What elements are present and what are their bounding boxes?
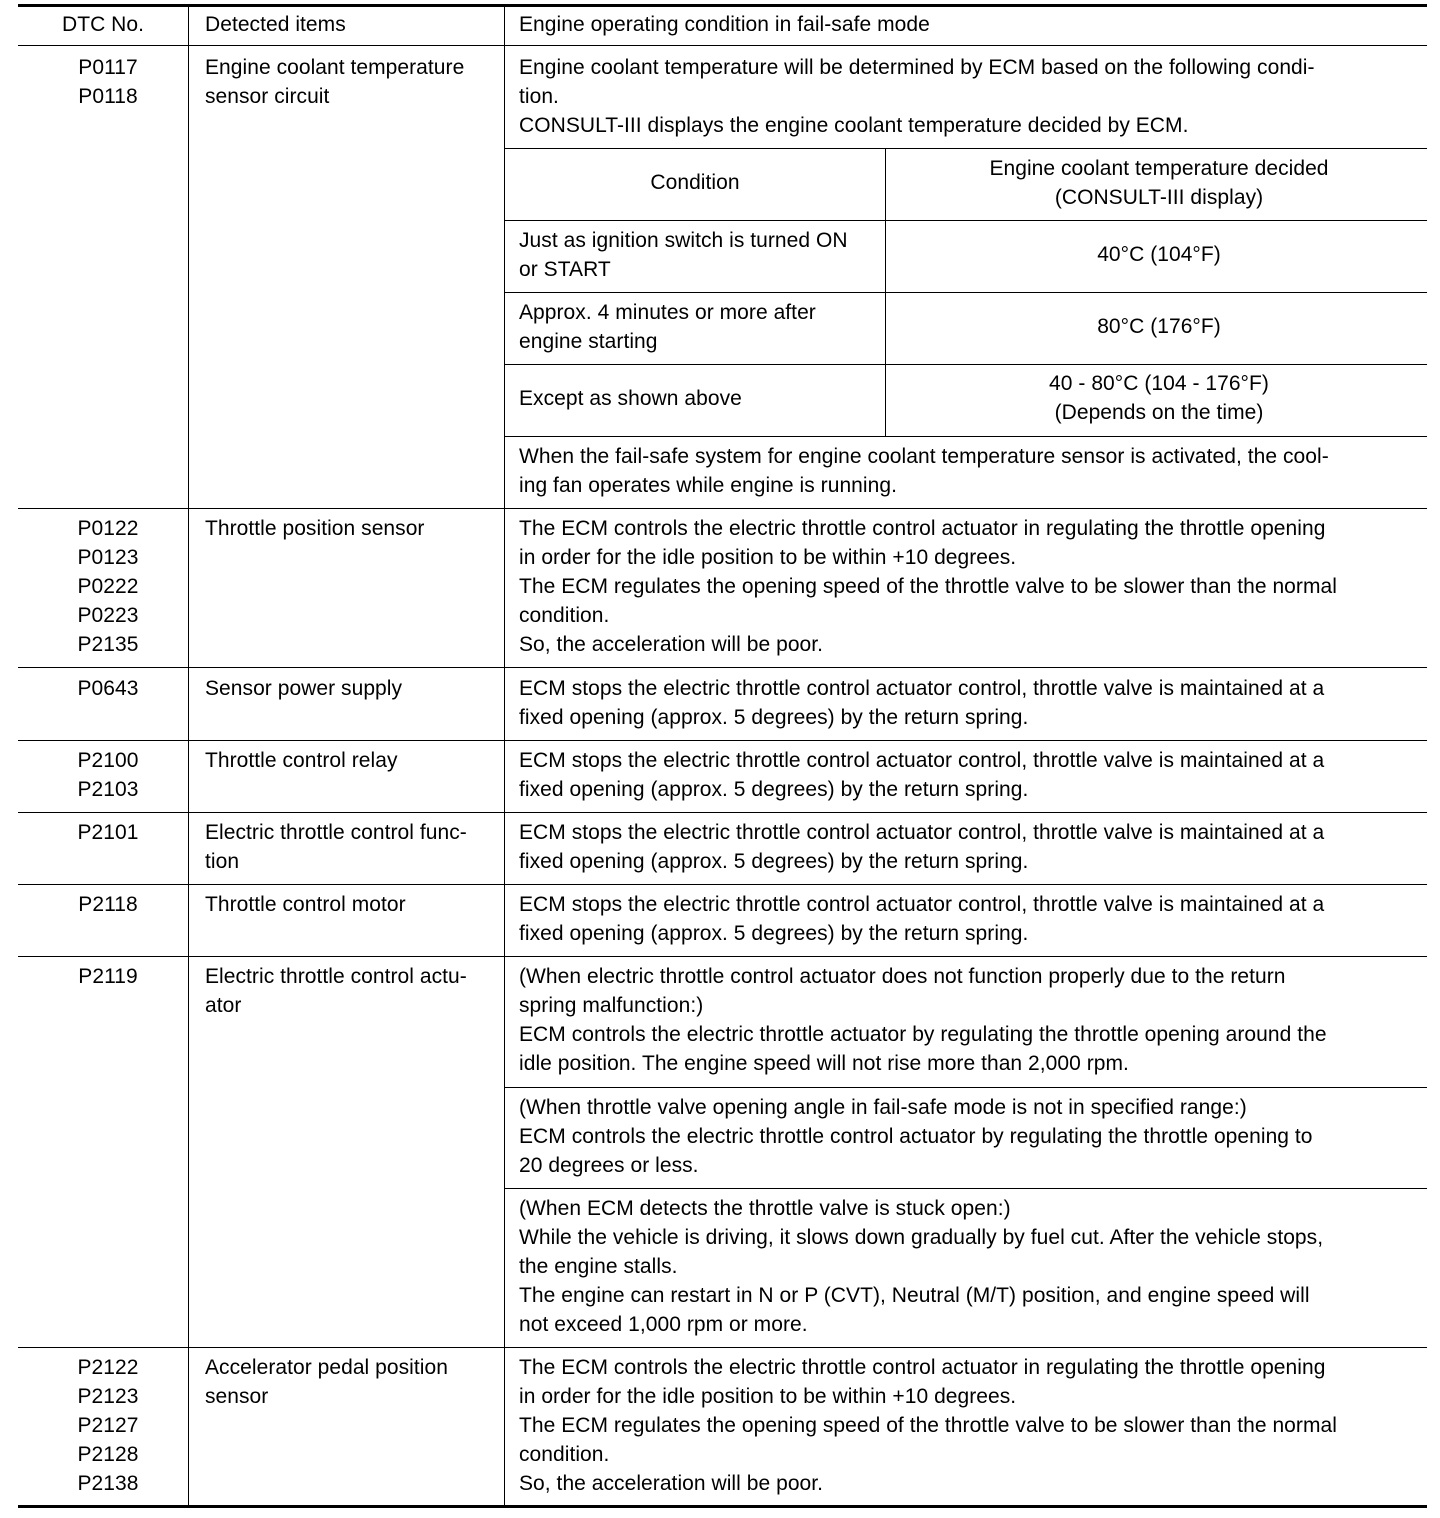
dtc-code: P0222	[77, 575, 139, 598]
condition-text: The ECM regulates the opening speed of the throttle valve to be slower than the normal	[519, 1414, 1337, 1437]
condition-text: idle position. The engine speed will not rise more than 2,000 rpm.	[519, 1052, 1129, 1075]
row-divider	[18, 508, 1427, 509]
subtable-value: 40 - 80°C (104 - 176°F)	[1049, 372, 1269, 395]
condition-text: When the fail-safe system for engine coolant temperature sensor is activated, the cool-	[519, 445, 1329, 468]
table-bottom-border	[18, 1505, 1427, 1508]
row-divider	[18, 667, 1427, 668]
column-divider	[504, 4, 505, 1507]
detected-item: tion	[205, 850, 240, 873]
condition-text: ECM controls the electric throttle control actuator by regulating the throttle opening to	[519, 1125, 1313, 1148]
detected-item: Sensor power supply	[205, 677, 403, 700]
row-divider	[18, 956, 1427, 957]
detected-item: ator	[205, 994, 242, 1017]
subtable-condition: Except as shown above	[519, 387, 742, 410]
condition-text: (When ECM detects the throttle valve is stuck open:)	[519, 1197, 1011, 1220]
row-divider	[18, 740, 1427, 741]
subtable-condition: Approx. 4 minutes or more after	[519, 301, 816, 324]
subtable-divider	[505, 220, 1427, 221]
condition-text: The engine can restart in N or P (CVT), Neutral (M/T) position, and engine speed will	[519, 1284, 1310, 1307]
condition-text: ECM stops the electric throttle control actuator control, throttle valve is maintained at a	[519, 893, 1325, 916]
detected-item: Throttle control relay	[205, 749, 398, 772]
row-divider	[18, 884, 1427, 885]
dtc-code: P2138	[77, 1472, 139, 1495]
dtc-code: P2118	[78, 893, 138, 916]
dtc-code: P2128	[77, 1443, 139, 1466]
dtc-code: P2127	[77, 1414, 139, 1437]
condition-text: fixed opening (approx. 5 degrees) by the return spring.	[519, 922, 1029, 945]
condition-text: in order for the idle position to be within +10 degrees.	[519, 1385, 1017, 1408]
subtable-divider	[505, 364, 1427, 365]
detected-item: Throttle position sensor	[205, 517, 425, 540]
dtc-code: P2103	[77, 778, 139, 801]
condition-text: (When throttle valve opening angle in fail-safe mode is not in specified range:)	[519, 1096, 1247, 1119]
dtc-code: P0122	[77, 517, 139, 540]
condition-text: not exceed 1,000 rpm or more.	[519, 1313, 808, 1336]
subtable-condition: or START	[519, 258, 611, 281]
case-divider	[505, 1188, 1427, 1189]
condition-text: ECM stops the electric throttle control actuator control, throttle valve is maintained at a	[519, 821, 1325, 844]
detected-item: Engine coolant temperature	[205, 56, 465, 79]
condition-text: fixed opening (approx. 5 degrees) by the return spring.	[519, 778, 1029, 801]
case-divider	[505, 1087, 1427, 1088]
row-divider	[18, 812, 1427, 813]
dtc-code: P0223	[77, 604, 139, 627]
condition-text: ECM controls the electric throttle actuator by regulating the throttle opening around the	[519, 1023, 1327, 1046]
condition-text: the engine stalls.	[519, 1255, 678, 1278]
detected-item: Electric throttle control func-	[205, 821, 467, 844]
table-top-border	[18, 4, 1427, 7]
condition-text: condition.	[519, 1443, 610, 1466]
dtc-code: P2101	[77, 821, 139, 844]
condition-text: The ECM controls the electric throttle control actuator in regulating the throttle opening	[519, 1356, 1326, 1379]
condition-text: So, the acceleration will be poor.	[519, 633, 824, 656]
dtc-code: P2135	[77, 633, 139, 656]
detected-item: Accelerator pedal position	[205, 1356, 448, 1379]
condition-text: in order for the idle position to be within +10 degrees.	[519, 546, 1017, 569]
condition-text: CONSULT-III displays the engine coolant temperature decided by ECM.	[519, 114, 1189, 137]
condition-text: (When electric throttle control actuator does not function properly due to the return	[519, 965, 1286, 988]
condition-text: spring malfunction:)	[519, 994, 704, 1017]
condition-text: tion.	[519, 85, 559, 108]
dtc-code: P0123	[77, 546, 139, 569]
condition-text: 20 degrees or less.	[519, 1154, 699, 1177]
dtc-code: P2119	[78, 965, 138, 988]
subtable-divider	[505, 292, 1427, 293]
dtc-code: P0643	[77, 677, 139, 700]
header-fail-safe-condition: Engine operating condition in fail-safe mode	[519, 13, 930, 36]
condition-text: ing fan operates while engine is running.	[519, 474, 897, 497]
header-dtc: DTC No.	[61, 13, 145, 36]
dtc-code: P2122	[77, 1356, 139, 1379]
subtable-header-condition: Condition	[650, 171, 740, 194]
subtable-header-decided: (CONSULT-III display)	[1054, 186, 1264, 209]
subtable-top-border	[505, 148, 1427, 149]
dtc-code: P0117	[78, 56, 138, 79]
condition-text: ECM stops the electric throttle control actuator control, throttle valve is maintained at a	[519, 677, 1325, 700]
subtable-value: (Depends on the time)	[1054, 401, 1264, 424]
dtc-code: P0118	[78, 85, 138, 108]
subtable-value: 40°C (104°F)	[1097, 243, 1221, 266]
subtable-condition: Just as ignition switch is turned ON	[519, 229, 848, 252]
detected-item: sensor	[205, 1385, 269, 1408]
dtc-code: P2123	[77, 1385, 139, 1408]
detected-item: Throttle control motor	[205, 893, 406, 916]
condition-text: The ECM controls the electric throttle control actuator in regulating the throttle opening	[519, 517, 1326, 540]
subtable-value: 80°C (176°F)	[1097, 315, 1221, 338]
condition-text: condition.	[519, 604, 610, 627]
subtable-header-decided: Engine coolant temperature decided	[989, 157, 1329, 180]
condition-text: While the vehicle is driving, it slows down gradually by fuel cut. After the vehicle stops,	[519, 1226, 1324, 1249]
detected-item: sensor circuit	[205, 85, 330, 108]
subtable-condition: engine starting	[519, 330, 658, 353]
header-detected-items: Detected items	[205, 13, 346, 36]
condition-text: Engine coolant temperature will be determined by ECM based on the following condi-	[519, 56, 1315, 79]
condition-text: The ECM regulates the opening speed of the throttle valve to be slower than the normal	[519, 575, 1337, 598]
subtable-bottom-border	[505, 436, 1427, 437]
dtc-code: P2100	[77, 749, 139, 772]
condition-text: ECM stops the electric throttle control actuator control, throttle valve is maintained at a	[519, 749, 1325, 772]
row-divider	[18, 1347, 1427, 1348]
condition-text: So, the acceleration will be poor.	[519, 1472, 824, 1495]
condition-text: fixed opening (approx. 5 degrees) by the return spring.	[519, 850, 1029, 873]
header-bottom-border	[18, 45, 1427, 46]
detected-item: Electric throttle control actu-	[205, 965, 467, 988]
condition-text: fixed opening (approx. 5 degrees) by the return spring.	[519, 706, 1029, 729]
